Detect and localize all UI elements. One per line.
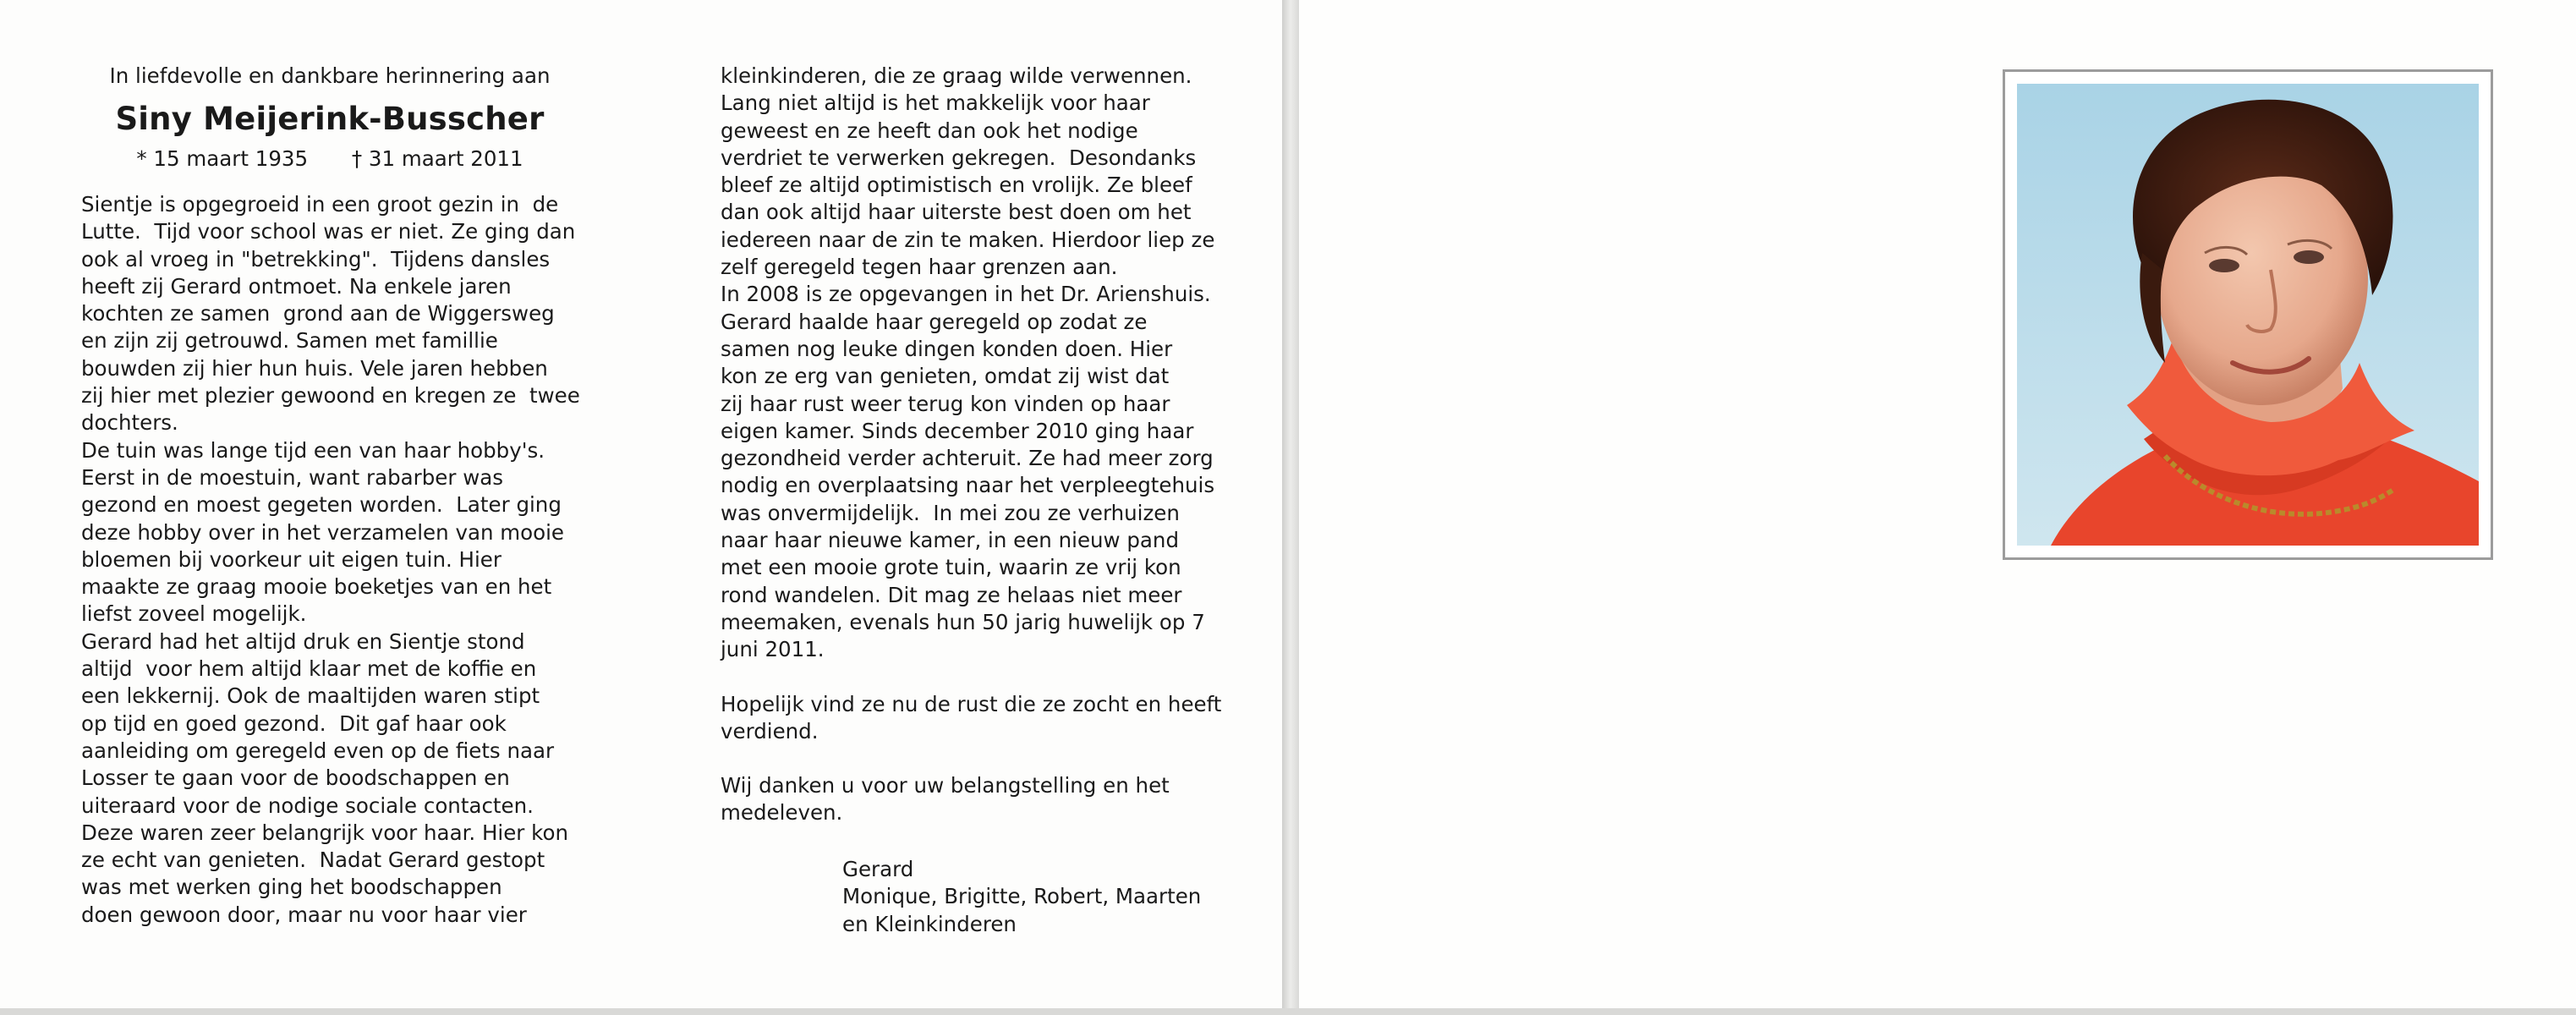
death-date: † 31 maart 2011	[351, 146, 523, 171]
text-line: In 2008 is ze opgevangen in het Dr. Arienshuis.	[721, 282, 1211, 307]
text-line: en zijn zij getrouwd. Samen met famillie	[81, 328, 498, 354]
text-line: Losser te gaan voor de boodschappen en	[81, 765, 510, 791]
text-line: juni 2011.	[721, 637, 825, 662]
text-line: was met werken ging het boodschappen	[81, 875, 502, 900]
text-line: een lekkernij. Ook de maaltijden waren stipt	[81, 683, 540, 709]
birth-date: * 15 maart 1935	[136, 146, 309, 171]
text-line: met een mooie grote tuin, waarin ze vrij kon	[721, 555, 1181, 580]
text-line: Eerst in de moestuin, want rabarber was	[81, 464, 504, 490]
text-line: nodig en overplaatsing naar het verpleegtehuis	[721, 473, 1215, 498]
text-line: dochters.	[81, 410, 178, 436]
text-line: eigen kamer. Sinds december 2010 ging haar	[721, 418, 1194, 443]
signature-line: en Kleinkinderen	[842, 911, 1017, 936]
signature-line: Monique, Brigitte, Robert, Maarten	[842, 884, 1202, 909]
text-line: bleef ze altijd optimistisch en vrolijk. Ze bleef	[721, 173, 1192, 198]
text-line: gezond en moest gegeten worden. Later ging	[81, 492, 562, 518]
text-line: De tuin was lange tijd een van haar hobby's.	[81, 437, 545, 463]
signature-line: Gerard	[842, 857, 914, 881]
text-line: liefst zoveel mogelijk.	[81, 601, 307, 627]
text-line: Wij danken u voor uw belangstelling en het	[721, 773, 1170, 798]
text-line: dan ook altijd haar uiterste best doen om het	[721, 200, 1192, 225]
text-line: maakte ze graag mooie boeketjes van en het	[81, 574, 552, 600]
text-line: Lang niet altijd is het makkelijk voor haar	[721, 91, 1150, 116]
portrait-illustration	[2017, 84, 2479, 546]
text-line: verdriet te verwerken gekregen. Desondanks	[721, 145, 1197, 170]
paragraph-gap	[721, 664, 1245, 691]
card-fold	[1282, 0, 1299, 1015]
text-line: op tijd en goed gezond. Dit gaf haar ook	[81, 710, 507, 736]
life-dates	[59, 145, 600, 173]
text-line: rond wandelen. Dit mag ze helaas niet meer	[721, 582, 1182, 607]
text-line: kon ze erg van genieten, omdat zij wist dat	[721, 364, 1170, 389]
text-column-2	[721, 63, 1245, 827]
text-line: verdiend.	[721, 718, 819, 743]
text-line: zelf geregeld tegen haar grenzen aan.	[721, 255, 1118, 280]
text-line: Deze waren zeer belangrijk voor haar. Hier kon	[81, 820, 568, 845]
text-line: heeft zij Gerard ontmoet. Na enkele jaren	[81, 273, 512, 299]
text-line: iedereen naar de zin te maken. Hierdoor liep ze	[721, 227, 1215, 252]
text-column-1	[81, 191, 606, 929]
text-line: doen gewoon door, maar nu voor haar vier	[81, 902, 527, 927]
signature-block	[842, 856, 1201, 938]
text-line: altijd voor hem altijd klaar met de koffie en	[81, 656, 537, 682]
text-line: uiteraard voor de nodige sociale contacten.	[81, 793, 534, 818]
text-line: medeleven.	[721, 800, 843, 826]
text-line: meemaken, evenals hun 50 jarig huwelijk op 7	[721, 609, 1205, 634]
text-line: kleinkinderen, die ze graag wilde verwennen.	[721, 63, 1192, 88]
text-line: Gerard haalde haar geregeld op zodat ze	[721, 309, 1148, 334]
card-bottom-edge	[0, 1008, 2576, 1015]
text-line: geweest en ze heeft dan ook het nodige	[721, 118, 1138, 143]
text-line: aanleiding om geregeld even op de fiets naar	[81, 738, 555, 763]
text-line: ze echt van genieten. Nadat Gerard gestopt	[81, 848, 545, 873]
paragraph-gap	[721, 745, 1245, 772]
portrait-photo	[2017, 84, 2479, 546]
text-line: Lutte. Tijd voor school was er niet. Ze ging dan	[81, 219, 576, 244]
portrait-frame	[2003, 69, 2493, 560]
text-line: was onvermijdelijk. In mei zou ze verhuizen	[721, 500, 1180, 525]
text-line: zij hier met plezier gewoond en kregen ze twee	[81, 383, 580, 409]
text-line: gezondheid verder achteruit. Ze had meer zorg	[721, 446, 1214, 471]
text-line: samen nog leuke dingen konden doen. Hier	[721, 336, 1173, 361]
left-page	[0, 0, 1283, 1015]
text-line: zij haar rust weer terug kon vinden op haar	[721, 391, 1170, 416]
text-line: ook al vroeg in "betrekking". Tijdens dansles	[81, 246, 551, 272]
text-line: Hopelijk vind ze nu de rust die ze zocht en heeft	[721, 691, 1222, 716]
intro-line: In liefdevolle en dankbare herinnering aan	[109, 63, 551, 88]
text-line: Gerard had het altijd druk en Sientje stond	[81, 628, 525, 654]
text-line: naar haar nieuwe kamer, in een nieuw pand	[721, 528, 1180, 553]
text-line: Sientje is opgegroeid in een groot gezin in de	[81, 192, 559, 217]
text-line: kochten ze samen grond aan de Wiggersweg	[81, 301, 555, 326]
text-line: bouwden zij hier hun huis. Vele jaren hebben	[81, 355, 548, 381]
deceased-name: Siny Meijerink-Busscher	[115, 101, 545, 137]
text-line: bloemen bij voorkeur uit eigen tuin. Hier	[81, 546, 501, 572]
text-line: deze hobby over in het verzamelen van mooie	[81, 519, 565, 545]
